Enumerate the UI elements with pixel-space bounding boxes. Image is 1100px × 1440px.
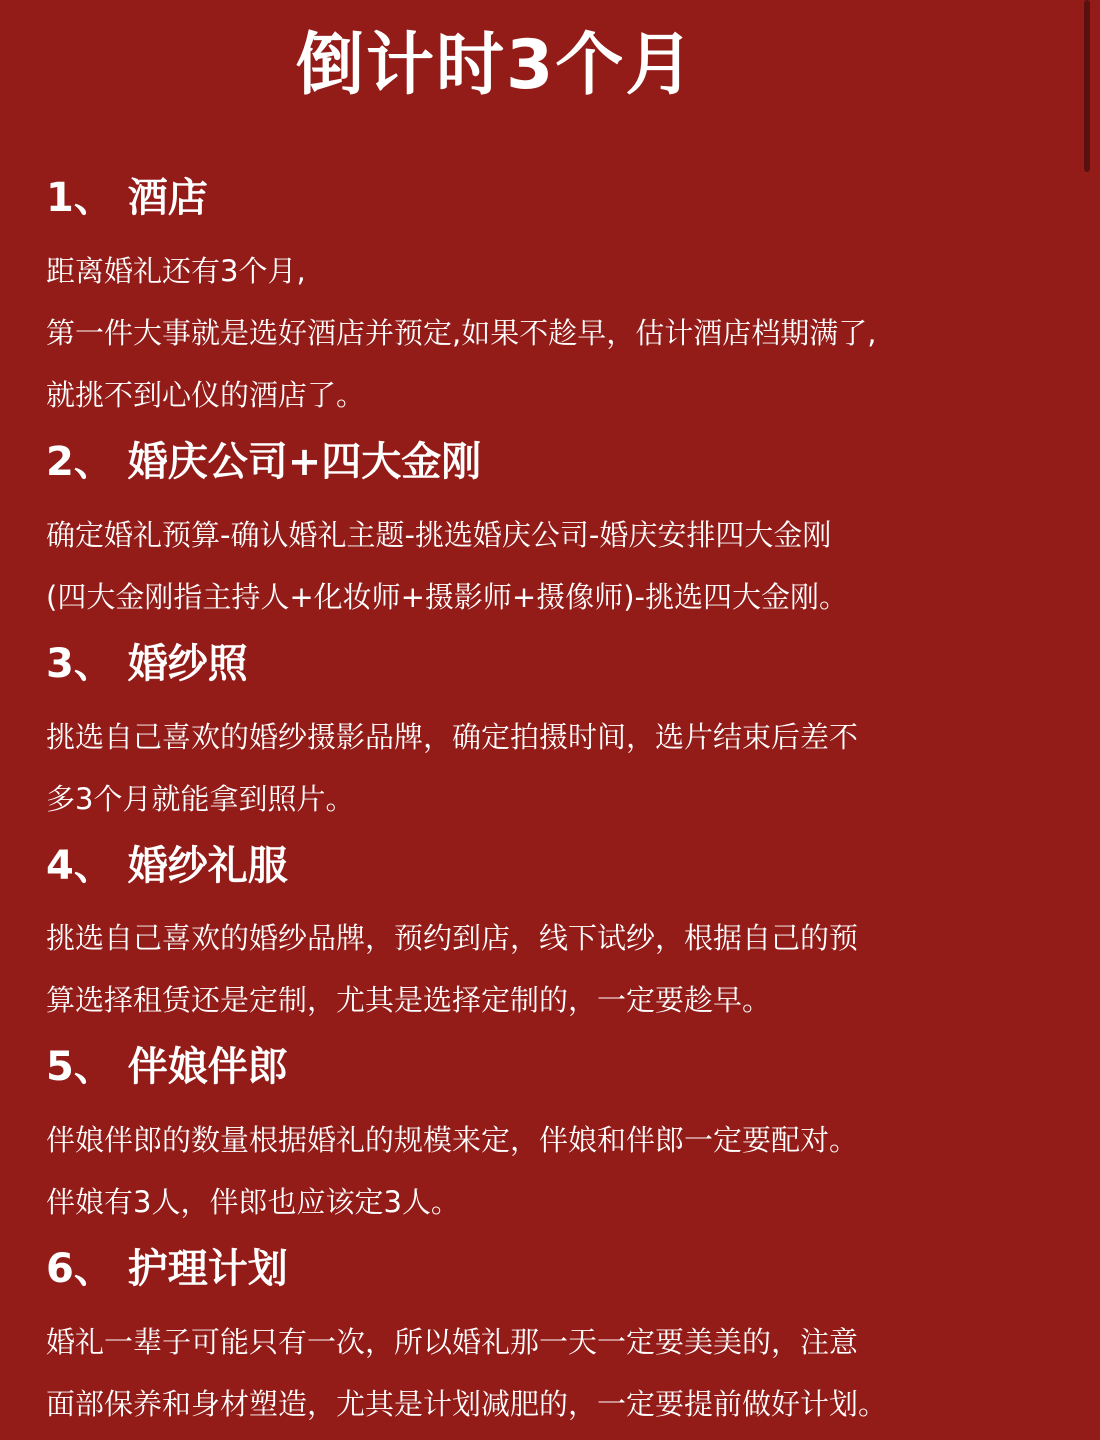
scrollbar[interactable] [1084,0,1090,172]
text-line: 伴娘伴郎的数量根据婚礼的规模来定，伴娘和伴郎一定要配对。 [46,1123,859,1157]
text-line: 婚礼一辈子可能只有一次，所以婚礼那一天一定要美美的，注意 [46,1325,859,1359]
text-line: 挑选自己喜欢的婚纱摄影品牌，确定拍摄时间，选片结束后差不 [46,720,859,754]
section-body-wedding-photos [46,706,858,830]
text-line: (四大金刚指主持人+化妆师+摄影师+摄像师)-挑选四大金刚。 [46,580,848,614]
text-line: 算选择租赁还是定制，尤其是选择定制的，一定要趁早。 [46,983,772,1017]
section-body-care-plan [46,1311,887,1435]
section-heading-wedding-company: 2、 婚庆公司+四大金刚 [46,439,482,485]
section-body-wedding-company [46,504,848,628]
page-title: 倒计时3个月 [296,26,696,105]
section-heading-wedding-dress: 4、 婚纱礼服 [46,843,288,889]
text-line: 面部保养和身材塑造，尤其是计划减肥的，一定要提前做好计划。 [46,1387,888,1421]
section-heading-care-plan: 6、 护理计划 [46,1246,288,1292]
text-line: 确定婚礼预算-确认婚礼主题-挑选婚庆公司-婚庆安排四大金刚 [46,518,832,552]
text-line: 就挑不到心仪的酒店了。 [46,378,366,412]
section-heading-wedding-photos: 3、 婚纱照 [46,641,248,687]
section-body-wedding-dress [46,907,858,1031]
text-line: 伴娘有3人，伴郎也应该定3人。 [46,1185,460,1219]
text-line: 挑选自己喜欢的婚纱品牌，预约到店，线下试纱，根据自己的预 [46,921,859,955]
text-line: 第一件大事就是选好酒店并预定,如果不趁早，估计酒店档期满了, [46,316,877,350]
text-line: 多3个月就能拿到照片。 [46,782,355,816]
section-heading-hotel: 1、 酒店 [46,175,208,221]
section-body-hotel [46,240,876,426]
section-body-bridesmaids-groomsmen [46,1109,858,1233]
section-heading-bridesmaids-groomsmen: 5、 伴娘伴郎 [46,1044,288,1090]
text-line: 距离婚礼还有3个月, [46,254,306,288]
